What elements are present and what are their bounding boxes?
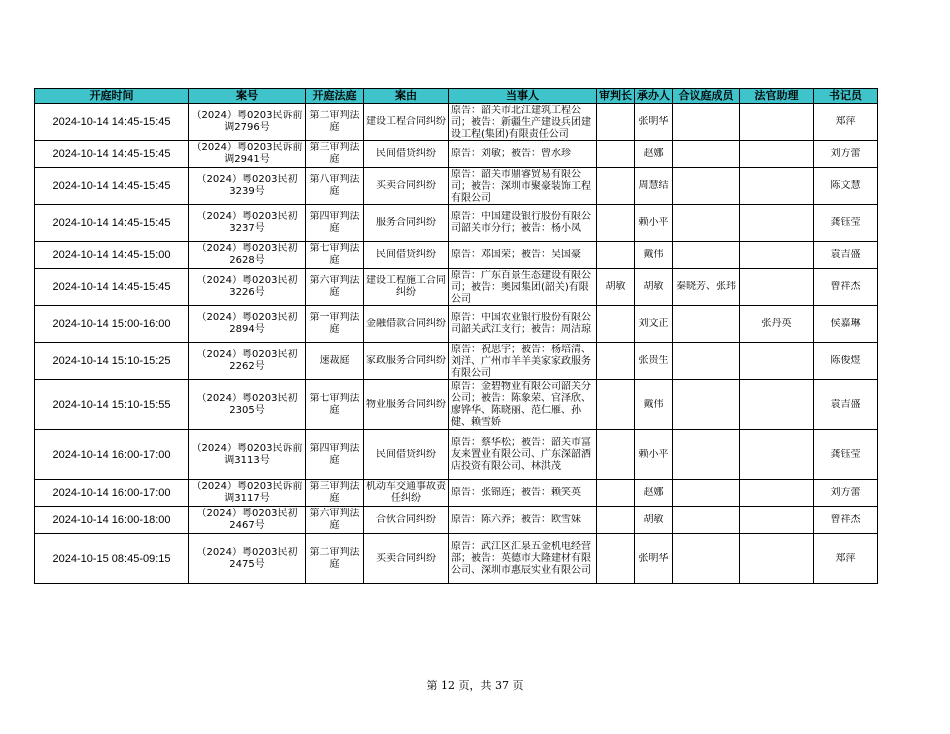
page-footer: 第 12 页，共 37 页 <box>426 679 524 692</box>
header-presiding-judge: 审判长 <box>597 89 635 104</box>
cause-cell-text: 买卖合同纠纷 <box>376 180 436 191</box>
time-cell <box>35 205 189 242</box>
judge-assistant-cell <box>740 507 814 534</box>
clerk-cell <box>814 168 878 205</box>
clerk-cell <box>814 306 878 343</box>
courtroom-cell-text: 第四审判法庭 <box>309 211 360 234</box>
cause-cell <box>364 306 449 343</box>
parties-cell <box>449 480 597 507</box>
cause-cell-text: 服务合同纠纷 <box>376 217 436 228</box>
case-number-cell <box>189 168 306 205</box>
presiding-judge-cell <box>597 430 635 480</box>
time-cell-text: 2024-10-14 14:45-15:45 <box>52 148 171 160</box>
header-judge-assistant: 法官助理 <box>740 89 814 104</box>
presiding-judge-cell <box>597 343 635 380</box>
time-cell-text: 2024-10-14 15:10-15:25 <box>52 355 171 367</box>
courtroom-cell-text: 第六审判法庭 <box>309 508 360 531</box>
case-number-cell-text: （2024）粤0203民初2305号 <box>196 392 298 416</box>
case-number-cell-text: （2024）粤0203民初3239号 <box>196 174 298 197</box>
table-row <box>35 430 878 480</box>
clerk-cell <box>814 343 878 380</box>
courtroom-cell <box>306 306 364 343</box>
handling-judge-cell-text: 张明华 <box>638 552 669 564</box>
clerk-cell-text: 龚钰莹 <box>830 448 861 460</box>
handling-judge-cell <box>635 534 673 584</box>
case-number-cell-text: （2024）粤0203民诉前调2796号 <box>191 110 303 133</box>
table-header-row <box>35 89 878 104</box>
handling-judge-cell <box>635 141 673 168</box>
cause-cell-text: 建设工程施工合同纠纷 <box>366 275 446 298</box>
time-cell <box>35 242 189 269</box>
parties-cell <box>449 534 597 584</box>
parties-cell-text: 原告：武江区汇泉五金机电经营部；被告：英德市大隆建材有限公司、深圳市惠辰实业有限公司 <box>451 540 591 576</box>
parties-cell-text: 原告：祝思宇；被告：杨培清、刘洋、广州市羊羊美家家政服务有限公司 <box>451 343 591 379</box>
table-row <box>35 507 878 534</box>
table-row <box>35 380 878 430</box>
case-number-cell-text: （2024）粤0203民初2262号 <box>196 349 298 372</box>
handling-judge-cell-text: 张明华 <box>638 116 669 127</box>
handling-judge-cell-text: 赵娜 <box>643 148 664 159</box>
handling-judge-cell <box>635 104 673 141</box>
parties-cell-text: 原告：韶关市北江建筑工程公司；被告：新疆生产建设兵团建设工程(集团)有限责任公司 <box>451 104 591 140</box>
parties-cell-text: 原告：蔡华松；被告：韶关市富友来置业有限公司、广东深韶酒店投资有限公司、林洪茂 <box>451 436 591 472</box>
handling-judge-cell <box>635 380 673 430</box>
time-cell-text: 2024-10-14 14:45-15:45 <box>52 180 171 192</box>
time-cell <box>35 507 189 534</box>
clerk-cell-text: 袁吉盛 <box>830 398 861 410</box>
handling-judge-cell-text: 胡敏 <box>643 281 664 292</box>
judge-assistant-cell <box>740 534 814 584</box>
clerk-cell <box>814 507 878 534</box>
courtroom-cell-text: 第三审判法庭 <box>309 481 360 504</box>
clerk-cell-text: 龚钰莹 <box>830 217 861 228</box>
header-courtroom: 开庭法庭 <box>306 89 364 104</box>
clerk-cell <box>814 141 878 168</box>
parties-cell-text: 原告：金碧物业有限公司韶关分公司；被告：陈象荣、官泽欣、廖铧华、陈晓丽、范仁雁、孙健、赖雪娇 <box>451 380 591 428</box>
courtroom-cell-text: 第七审判法庭 <box>309 392 360 416</box>
table-row <box>35 534 878 584</box>
time-cell <box>35 141 189 168</box>
parties-cell <box>449 430 597 480</box>
judge-assistant-cell <box>740 269 814 306</box>
time-cell-text: 2024-10-14 14:45-15:45 <box>52 217 171 229</box>
courtroom-cell-text: 速裁庭 <box>319 355 350 366</box>
parties-cell-text: 原告：陈六养；被告：欧雪妹 <box>451 514 581 525</box>
presiding-judge-cell-text: 胡敏 <box>605 281 626 292</box>
handling-judge-cell-text: 周慧结 <box>638 180 669 191</box>
panel-members-cell <box>673 343 740 380</box>
case-number-cell <box>189 507 306 534</box>
judge-assistant-cell <box>740 104 814 141</box>
handling-judge-cell-text: 张贵生 <box>638 355 669 366</box>
handling-judge-cell-text: 赖小平 <box>638 217 669 228</box>
header-parties: 当事人 <box>449 89 597 104</box>
presiding-judge-cell <box>597 507 635 534</box>
cause-cell-text: 合伙合同纠纷 <box>376 514 436 525</box>
clerk-cell <box>814 430 878 480</box>
handling-judge-cell <box>635 242 673 269</box>
table-row <box>35 306 878 343</box>
cause-cell <box>364 269 449 306</box>
courtroom-cell-text: 第二审判法庭 <box>309 546 360 570</box>
case-number-cell <box>189 269 306 306</box>
header-panel-members: 合议庭成员 <box>673 89 740 104</box>
case-number-cell-text: （2024）粤0203民诉前调3113号 <box>191 442 303 466</box>
parties-cell-text: 原告：中国农业银行股份有限公司韶关武江支行；被告：周洁琼 <box>451 312 591 335</box>
handling-judge-cell-text: 胡敏 <box>643 514 664 525</box>
time-cell <box>35 269 189 306</box>
parties-cell <box>449 269 597 306</box>
cause-cell <box>364 343 449 380</box>
header-hearing-time: 开庭时间 <box>35 89 189 104</box>
parties-cell <box>449 205 597 242</box>
panel-members-cell <box>673 242 740 269</box>
time-cell-text: 2024-10-14 16:00-18:00 <box>52 514 171 526</box>
time-cell <box>35 380 189 430</box>
table-row <box>35 480 878 507</box>
courtroom-cell-text: 第一审判法庭 <box>309 312 360 335</box>
cause-cell-text: 建设工程合同纠纷 <box>366 116 446 127</box>
table-row <box>35 168 878 205</box>
cause-cell-text: 民间借贷纠纷 <box>376 249 436 260</box>
cause-cell <box>364 242 449 269</box>
time-cell <box>35 306 189 343</box>
judge-assistant-cell <box>740 168 814 205</box>
judge-assistant-cell <box>740 480 814 507</box>
cause-cell-text: 民间借贷纠纷 <box>376 148 436 159</box>
header-case-number: 案号 <box>189 89 306 104</box>
courtroom-cell-text: 第四审判法庭 <box>309 442 360 466</box>
judge-assistant-cell <box>740 343 814 380</box>
panel-members-cell <box>673 380 740 430</box>
time-cell-text: 2024-10-14 16:00-17:00 <box>52 448 171 461</box>
courtroom-cell-text: 第六审判法庭 <box>309 275 360 298</box>
clerk-cell-text: 陈文慧 <box>830 180 861 191</box>
case-number-cell-text: （2024）粤0203民初2475号 <box>196 546 298 570</box>
case-number-cell-text: （2024）粤0203民初2467号 <box>196 508 298 531</box>
clerk-cell-text: 郑萍 <box>835 552 856 564</box>
court-schedule-table <box>34 88 878 584</box>
parties-cell <box>449 507 597 534</box>
handling-judge-cell-text: 戴伟 <box>643 249 664 260</box>
header-clerk: 书记员 <box>814 89 878 104</box>
parties-cell <box>449 141 597 168</box>
parties-cell <box>449 104 597 141</box>
case-number-cell-text: （2024）粤0203民诉前调2941号 <box>191 142 303 165</box>
cause-cell-text: 买卖合同纠纷 <box>376 552 436 564</box>
cause-cell-text: 物业服务合同纠纷 <box>366 398 446 410</box>
case-number-cell-text: （2024）粤0203民诉前调3117号 <box>191 481 303 504</box>
case-number-cell-text: （2024）粤0203民初2628号 <box>196 243 298 266</box>
presiding-judge-cell <box>597 534 635 584</box>
parties-cell-text: 原告：广东百景生态建设有限公司；被告：奥园集团(韶关)有限公司 <box>451 269 591 305</box>
handling-judge-cell-text: 赖小平 <box>638 448 669 460</box>
courtroom-cell <box>306 480 364 507</box>
handling-judge-cell <box>635 306 673 343</box>
clerk-cell <box>814 104 878 141</box>
case-number-cell <box>189 205 306 242</box>
parties-cell <box>449 306 597 343</box>
parties-cell-text: 原告：韶关市鼎睿贸易有限公司；被告：深圳市聚豪装饰工程有限公司 <box>451 168 591 204</box>
panel-members-cell <box>673 269 740 306</box>
case-number-cell-text: （2024）粤0203民初2894号 <box>196 312 298 335</box>
header-cause: 案由 <box>364 89 449 104</box>
case-number-cell <box>189 380 306 430</box>
judge-assistant-cell <box>740 205 814 242</box>
handling-judge-cell-text: 刘文正 <box>638 318 669 329</box>
time-cell <box>35 343 189 380</box>
handling-judge-cell <box>635 205 673 242</box>
cause-cell <box>364 507 449 534</box>
table-row <box>35 269 878 306</box>
case-number-cell <box>189 306 306 343</box>
courtroom-cell <box>306 168 364 205</box>
judge-assistant-cell-text: 张丹英 <box>761 318 792 329</box>
time-cell-text: 2024-10-14 14:45-15:00 <box>52 249 171 261</box>
presiding-judge-cell <box>597 104 635 141</box>
cause-cell <box>364 104 449 141</box>
courtroom-cell-text: 第七审判法庭 <box>309 243 360 266</box>
parties-cell-text: 原告：刘敏；被告：曾水珍 <box>451 148 571 159</box>
clerk-cell <box>814 242 878 269</box>
cause-cell-text: 机动车交通事故责任纠纷 <box>366 481 446 504</box>
cause-cell-text: 家政服务合同纠纷 <box>366 355 446 366</box>
panel-members-cell <box>673 534 740 584</box>
cause-cell <box>364 380 449 430</box>
courtroom-cell <box>306 104 364 141</box>
presiding-judge-cell <box>597 168 635 205</box>
panel-members-cell <box>673 480 740 507</box>
parties-cell <box>449 343 597 380</box>
courtroom-cell <box>306 205 364 242</box>
table-row <box>35 141 878 168</box>
case-number-cell <box>189 242 306 269</box>
panel-members-cell <box>673 168 740 205</box>
cause-cell-text: 民间借贷纠纷 <box>376 448 436 460</box>
time-cell-text: 2024-10-14 15:10-15:55 <box>52 398 171 411</box>
clerk-cell-text: 刘方蕾 <box>830 148 861 159</box>
case-number-cell <box>189 343 306 380</box>
time-cell <box>35 104 189 141</box>
time-cell-text: 2024-10-14 14:45-15:45 <box>52 116 171 128</box>
cause-cell <box>364 534 449 584</box>
clerk-cell <box>814 269 878 306</box>
presiding-judge-cell <box>597 380 635 430</box>
clerk-cell-text: 袁吉盛 <box>830 249 861 260</box>
courtroom-cell <box>306 343 364 380</box>
courtroom-cell <box>306 269 364 306</box>
case-number-cell-text: （2024）粤0203民初3237号 <box>196 211 298 234</box>
case-number-cell <box>189 141 306 168</box>
judge-assistant-cell <box>740 141 814 168</box>
handling-judge-cell <box>635 480 673 507</box>
handling-judge-cell-text: 赵娜 <box>643 487 664 498</box>
panel-members-cell <box>673 205 740 242</box>
panel-members-cell <box>673 430 740 480</box>
cause-cell-text: 金融借款合同纠纷 <box>366 318 446 329</box>
judge-assistant-cell <box>740 306 814 343</box>
handling-judge-cell <box>635 343 673 380</box>
time-cell <box>35 534 189 584</box>
parties-cell <box>449 168 597 205</box>
panel-members-cell <box>673 507 740 534</box>
judge-assistant-cell <box>740 430 814 480</box>
time-cell <box>35 480 189 507</box>
header-handling-judge: 承办人 <box>635 89 673 104</box>
presiding-judge-cell <box>597 141 635 168</box>
time-cell-text: 2024-10-15 08:45-09:15 <box>52 552 171 565</box>
courtroom-cell <box>306 242 364 269</box>
handling-judge-cell <box>635 168 673 205</box>
panel-members-cell-text: 秦晓芳、张玮 <box>676 281 736 292</box>
parties-cell-text: 原告：张锦连；被告：赖笑英 <box>451 487 581 498</box>
clerk-cell-text: 刘方蕾 <box>830 487 861 498</box>
panel-members-cell <box>673 104 740 141</box>
clerk-cell <box>814 534 878 584</box>
handling-judge-cell <box>635 430 673 480</box>
clerk-cell <box>814 480 878 507</box>
case-number-cell <box>189 430 306 480</box>
table-row <box>35 242 878 269</box>
time-cell-text: 2024-10-14 16:00-17:00 <box>52 487 171 499</box>
handling-judge-cell <box>635 269 673 306</box>
time-cell-text: 2024-10-14 15:00-16:00 <box>52 318 171 330</box>
judge-assistant-cell <box>740 380 814 430</box>
parties-cell <box>449 242 597 269</box>
parties-cell-text: 原告：邓国荣；被告：吴国豪 <box>451 249 581 260</box>
courtroom-cell <box>306 430 364 480</box>
courtroom-cell-text: 第八审判法庭 <box>309 174 360 197</box>
courtroom-cell-text: 第二审判法庭 <box>309 110 360 133</box>
judge-assistant-cell <box>740 242 814 269</box>
clerk-cell-text: 郑萍 <box>835 116 856 127</box>
clerk-cell-text: 侯嘉琳 <box>830 318 861 329</box>
parties-cell-text: 原告：中国建设银行股份有限公司韶关市分行；被告：杨小凤 <box>451 211 591 234</box>
courtroom-cell <box>306 141 364 168</box>
clerk-cell-text: 曾祥杰 <box>830 514 861 525</box>
case-number-cell <box>189 480 306 507</box>
cause-cell <box>364 480 449 507</box>
panel-members-cell <box>673 141 740 168</box>
handling-judge-cell-text: 戴伟 <box>643 398 664 410</box>
clerk-cell-text: 曾祥杰 <box>830 281 861 292</box>
presiding-judge-cell <box>597 306 635 343</box>
handling-judge-cell <box>635 507 673 534</box>
panel-members-cell <box>673 306 740 343</box>
courtroom-cell <box>306 534 364 584</box>
table-body <box>35 104 878 584</box>
parties-cell <box>449 380 597 430</box>
case-number-cell-text: （2024）粤0203民初3226号 <box>196 275 298 298</box>
case-number-cell <box>189 534 306 584</box>
clerk-cell <box>814 380 878 430</box>
cause-cell <box>364 205 449 242</box>
table-row <box>35 343 878 380</box>
clerk-cell-text: 陈俊煜 <box>830 355 861 366</box>
cause-cell <box>364 430 449 480</box>
case-number-cell <box>189 104 306 141</box>
time-cell <box>35 168 189 205</box>
cause-cell <box>364 168 449 205</box>
courtroom-cell <box>306 380 364 430</box>
presiding-judge-cell <box>597 269 635 306</box>
table-row <box>35 205 878 242</box>
time-cell-text: 2024-10-14 14:45-15:45 <box>52 281 171 293</box>
presiding-judge-cell <box>597 205 635 242</box>
courtroom-cell <box>306 507 364 534</box>
courtroom-cell-text: 第三审判法庭 <box>309 142 360 165</box>
clerk-cell <box>814 205 878 242</box>
time-cell <box>35 430 189 480</box>
presiding-judge-cell <box>597 242 635 269</box>
presiding-judge-cell <box>597 480 635 507</box>
table-row <box>35 104 878 141</box>
cause-cell <box>364 141 449 168</box>
